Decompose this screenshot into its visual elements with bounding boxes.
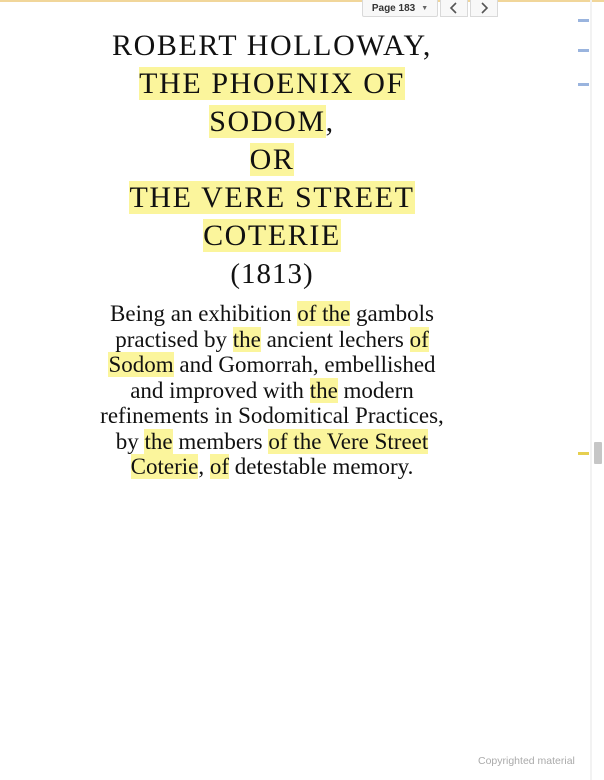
highlighted-text: OR [249, 143, 295, 176]
description [72, 301, 472, 480]
highlighted-text: Sodom [108, 352, 174, 377]
search-hit-marker[interactable] [578, 19, 589, 22]
highlighted-text: COTERIE [203, 219, 341, 252]
highlighted-text: of [409, 326, 429, 352]
page-label: Page 183 [371, 2, 416, 14]
title-line [62, 141, 482, 179]
description-line [72, 301, 472, 327]
scrollbar-thumb[interactable] [594, 442, 602, 464]
description-text: modern [337, 377, 414, 403]
highlighted-text: Coterie [130, 454, 199, 479]
highlighted-text: the [144, 428, 173, 454]
next-page-button[interactable] [470, 0, 498, 17]
description-text: members [172, 428, 269, 454]
highlighted-text: the [232, 326, 261, 352]
copyright-notice: Copyrighted material [478, 755, 575, 767]
highlighted-text: the [309, 377, 338, 403]
search-hit-marker[interactable] [578, 49, 589, 52]
title-line [62, 65, 482, 103]
description-text: Being an exhibition [110, 301, 298, 326]
search-hit-marker[interactable] [578, 83, 589, 86]
search-hit-marker-current[interactable] [578, 452, 589, 455]
title-line [62, 179, 482, 217]
description-text: detestable memory. [229, 454, 414, 479]
page-select-dropdown[interactable] [362, 0, 438, 17]
highlighted-text: SODOM [209, 105, 326, 138]
description-line [72, 352, 472, 378]
description-text: practised by [115, 326, 233, 352]
highlighted-text: of [209, 454, 229, 479]
description-text: by [115, 428, 145, 454]
description-line [72, 454, 472, 480]
title-year: (1813) [230, 258, 314, 290]
page-navigation [362, 0, 498, 17]
description-text: , [198, 454, 210, 479]
description-text: refinements in Sodomitical Practices, [100, 403, 444, 428]
description-text: and Gomorrah, embellished [173, 352, 436, 377]
title-line [62, 103, 482, 141]
caret-down-icon: ▼ [421, 4, 429, 12]
description-text: ancient lechers [260, 326, 410, 352]
book-title [62, 27, 482, 293]
top-border [0, 0, 604, 2]
description-text: and improved with [130, 377, 310, 403]
highlighted-text: of the [297, 301, 351, 326]
highlighted-text: THE VERE STREET [129, 181, 415, 214]
scroll-track[interactable] [590, 0, 592, 780]
title-text: , [325, 105, 335, 138]
description-line [72, 403, 472, 429]
chevron-left-icon [449, 2, 459, 14]
description-text: gambols [350, 301, 434, 326]
chevron-right-icon [479, 2, 489, 14]
highlighted-text: of the Vere Street [268, 428, 429, 454]
previous-page-button[interactable] [440, 0, 468, 17]
description-line [72, 327, 472, 353]
title-line [62, 217, 482, 255]
description-line [72, 378, 472, 404]
title-line: ROBERT HOLLOWAY, [112, 29, 432, 62]
description-line [72, 429, 472, 455]
highlighted-text: THE PHOENIX OF [139, 67, 405, 100]
